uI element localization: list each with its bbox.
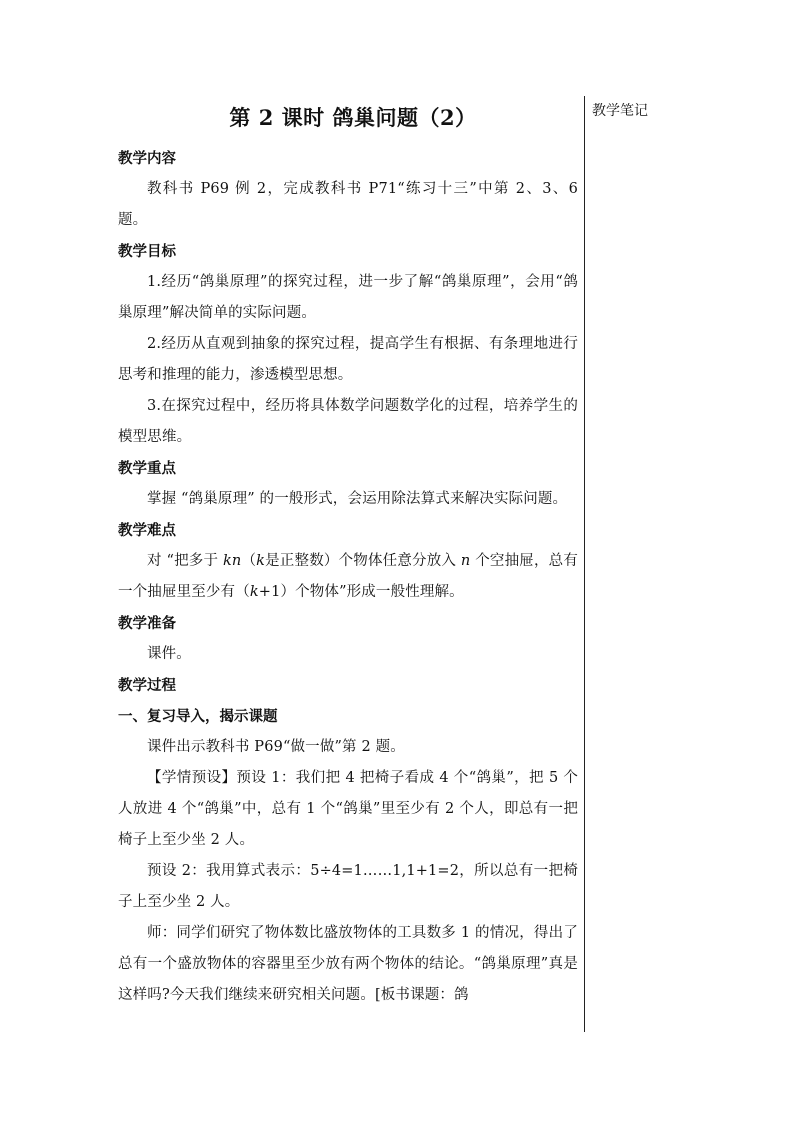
preparation-text: 课件。 (147, 646, 191, 662)
difficulties-text-part: +1）个物体”形成一般性理解。 (258, 584, 464, 600)
section-heading-key-points: 教学重点 (118, 460, 176, 477)
section-heading-preparation: 教学准备 (118, 615, 176, 632)
content-text: 教科书 P69 例 2，完成教科书 P71“练习十三”中第 2、3、6 题。 (118, 181, 578, 228)
variable-k: k (256, 553, 266, 569)
section-heading-difficulties: 教学难点 (118, 522, 176, 539)
section-heading-content: 教学内容 (118, 150, 176, 167)
notes-divider-line (584, 96, 585, 1032)
step1-paragraph: 预设 2：我用算式表示：5÷4=1……1,1+1=2，所以总有一把椅子上至少坐 2 人。 (118, 863, 578, 910)
difficulties-text (118, 546, 578, 608)
lesson-plan-body (118, 103, 578, 1011)
difficulties-text-part: 是正整数）个物体任意分放入 (265, 553, 461, 569)
difficulties-text-part: 个空抽屉，总有一个抽屉里至少有（ (118, 553, 578, 600)
key-points-text: 掌握 “鸽巢原理” 的一般形式，会运用除法算式来解决实际问题。 (147, 491, 568, 507)
difficulties-text-part: （ (241, 553, 257, 569)
step1-paragraph: 课件出示教科书 P69“做一做”第 2 题。 (147, 739, 405, 755)
step-heading-review-intro: 一、复习导入，揭示课题 (118, 708, 278, 725)
page-title: 第 2 课时 鸽巢问题（2） (229, 105, 477, 130)
goal-item-2: 2.经历从直观到抽象的探究过程，提高学生有根据、有条理地进行思考和推理的能力，渗透模型思想。 (118, 336, 578, 383)
section-heading-goals: 教学目标 (118, 243, 176, 260)
teaching-notes-label: 教学笔记 (592, 103, 648, 119)
section-heading-process: 教学过程 (118, 677, 176, 694)
variable-k: k (249, 584, 259, 600)
variable-kn: kn (222, 553, 242, 569)
step1-paragraph: 【学情预设】预设 1：我们把 4 把椅子看成 4 个“鸽巢”，把 5 个人放进 4 个“鸽巢”中，总有 1 个“鸽巢”里至少有 2 个人，即总有一把椅子上至少坐 2 人。 (118, 770, 578, 848)
difficulties-text-part: 对 “把多于 (147, 553, 223, 569)
variable-n: n (460, 553, 471, 569)
goal-item-1: 1.经历“鸽巢原理”的探究过程，进一步了解“鸽巢原理”，会用“鸽巢原理”解决简单的实际问题。 (118, 274, 578, 321)
step1-paragraph: 师：同学们研究了物体数比盛放物体的工具数多 1 的情况，得出了总有一个盛放物体的容器里至少放有两个物体的结论。“鸽巢原理”真是这样吗?今天我们继续来研究相关问题。[板书课题：鸽 (118, 925, 578, 1003)
goal-item-3: 3.在探究过程中，经历将具体数学问题数学化的过程，培养学生的模型思维。 (118, 398, 578, 445)
